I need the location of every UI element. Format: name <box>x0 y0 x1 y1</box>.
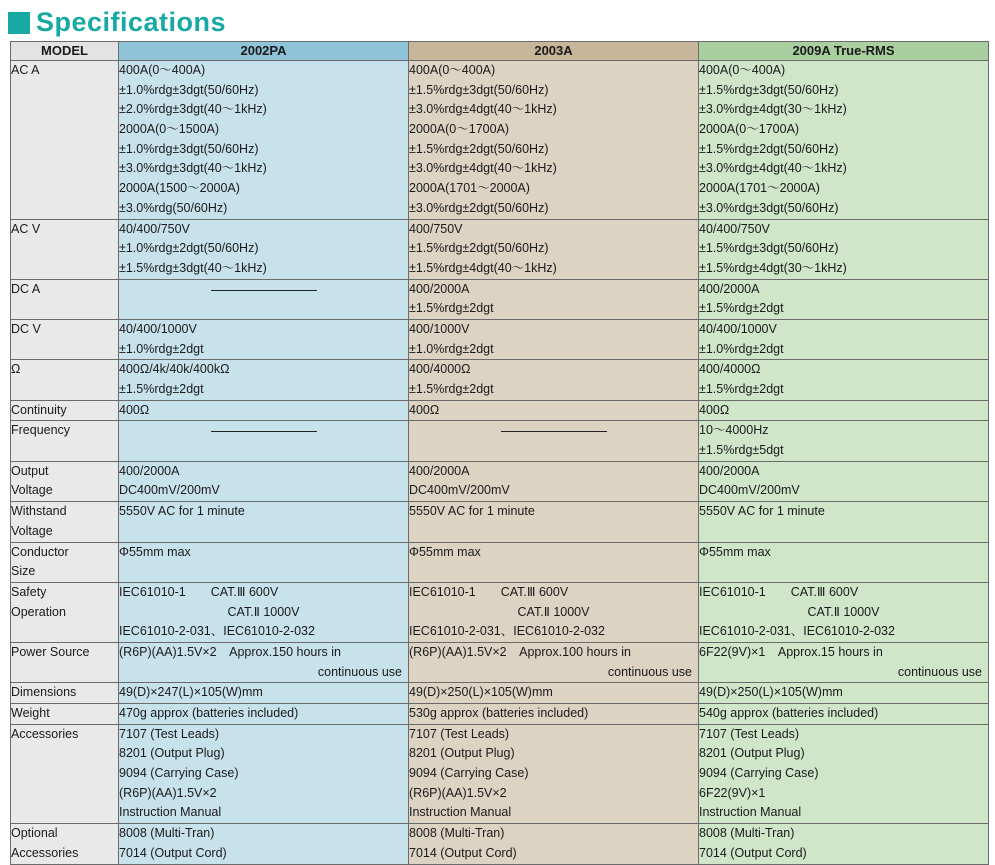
row-label <box>11 319 119 359</box>
cell-2002pa <box>119 642 409 682</box>
cell-2003a <box>409 461 699 501</box>
cell-2003a <box>409 319 699 359</box>
title-square-icon <box>8 12 30 34</box>
header-model: MODEL <box>11 42 119 61</box>
cell-line: 5550V AC for 1 minute <box>699 504 825 519</box>
cell-line: 400/1000V <box>409 321 470 336</box>
row-label <box>11 502 119 542</box>
cell-line: 400/2000A <box>699 463 760 478</box>
table-row <box>11 279 989 319</box>
row-label-line: DC V <box>11 321 41 336</box>
cell-line: 9094 (Carrying Case) <box>119 766 239 781</box>
row-label-line <box>11 179 118 199</box>
cell-line: 470g approx (batteries included) <box>119 706 299 720</box>
row-label <box>11 582 119 642</box>
cell-line: DC400mV/200mV <box>699 483 800 498</box>
header-row <box>11 42 989 61</box>
cell-line: 400A(0～400A) <box>699 63 786 77</box>
cell-line: ±2.0%rdg±3dgt(40～1kHz) <box>119 102 267 117</box>
cell-2003a <box>409 542 699 582</box>
table-row <box>11 360 989 400</box>
cell-line: 400/4000Ω <box>409 362 471 377</box>
row-label <box>11 642 119 682</box>
cell-line: Instruction Manual <box>409 805 512 820</box>
cell-2003a <box>409 502 699 542</box>
row-label-line: Optional <box>11 826 58 841</box>
cell-line: 8201 (Output Plug) <box>699 746 805 761</box>
cell-line: ±1.0%rdg±2dgt(50/60Hz) <box>119 241 259 256</box>
row-label-line: Operation <box>11 604 66 619</box>
row-label-line <box>11 81 118 101</box>
cell-line: 49(D)×250(L)×105(W)mm <box>409 685 553 700</box>
cell-2003a <box>409 683 699 704</box>
cell-2009a <box>699 319 989 359</box>
cell-2003a <box>409 824 699 864</box>
cell-2009a <box>699 502 989 542</box>
cell-2009a <box>699 704 989 725</box>
cell-2003a <box>409 421 699 461</box>
row-label-line <box>11 120 118 140</box>
cell-line <box>699 522 988 542</box>
cell-line: ±1.5%rdg±2dgt <box>409 301 494 316</box>
page-header <box>8 4 226 40</box>
cell-2002pa <box>119 704 409 725</box>
cell-2002pa <box>119 279 409 319</box>
cell-2002pa <box>119 360 409 400</box>
cell-line: 7014 (Output Cord) <box>699 845 807 860</box>
cell-line: 400/2000A <box>699 281 760 296</box>
cell-line: 2000A(0～1500A) <box>119 122 220 137</box>
spec-table <box>10 41 989 865</box>
row-label-line: Accessories <box>11 845 79 860</box>
row-label-line <box>11 159 118 179</box>
row-label-line <box>11 622 118 642</box>
table-row <box>11 319 989 359</box>
cell-2003a <box>409 61 699 220</box>
row-label <box>11 421 119 461</box>
table-row <box>11 502 989 542</box>
cell-line: 49(D)×247(L)×105(W)mm <box>119 685 263 700</box>
cell-2003a <box>409 704 699 725</box>
table-row <box>11 642 989 682</box>
row-label <box>11 704 119 725</box>
row-label-line: Continuity <box>11 402 67 417</box>
cell-line: continuous use <box>897 664 982 679</box>
cell-line: DC400mV/200mV <box>409 483 510 498</box>
cell-line: 7107 (Test Leads) <box>409 726 510 741</box>
header-2002pa: 2002PA <box>119 42 409 61</box>
header-2003a: 2003A <box>409 42 699 61</box>
cell-line: 10～4000Hz <box>699 423 769 438</box>
not-applicable-dash <box>119 421 408 441</box>
cell-line: ±1.5%rdg±2dgt <box>699 382 784 396</box>
row-label-line <box>11 784 118 804</box>
cell-line: IEC61010-1 CAT.Ⅲ 600V <box>699 584 859 599</box>
cell-line: ±3.0%rdg±4dgt(30～1kHz) <box>699 102 847 117</box>
cell-2003a <box>409 724 699 823</box>
cell-2002pa <box>119 542 409 582</box>
cell-2003a <box>409 400 699 421</box>
cell-line: 40/400/750V <box>119 221 190 236</box>
row-label <box>11 279 119 319</box>
cell-line: 400Ω/4k/40k/400kΩ <box>119 362 230 377</box>
cell-2009a <box>699 279 989 319</box>
cell-2002pa <box>119 400 409 421</box>
row-label-line <box>11 199 118 219</box>
cell-line: 8201 (Output Plug) <box>409 746 515 761</box>
table-row <box>11 683 989 704</box>
row-label-line <box>11 744 118 764</box>
row-label-line: AC V <box>11 221 41 236</box>
dash-line <box>211 290 317 291</box>
cell-2009a <box>699 724 989 823</box>
cell-2003a <box>409 642 699 682</box>
row-label-line: Conductor <box>11 544 69 559</box>
cell-line: 400A(0～400A) <box>119 63 206 77</box>
cell-2002pa <box>119 582 409 642</box>
table-row <box>11 61 989 220</box>
cell-line: (R6P)(AA)1.5V×2 <box>409 785 507 800</box>
cell-2003a <box>409 360 699 400</box>
cell-line: continuous use <box>607 664 692 679</box>
cell-line <box>699 562 988 582</box>
cell-line: Φ55mm max <box>409 544 481 559</box>
cell-2009a <box>699 642 989 682</box>
cell-line: 7107 (Test Leads) <box>119 726 220 741</box>
dash-line <box>211 431 317 432</box>
cell-line: 400Ω <box>699 402 730 417</box>
cell-line: 400/2000A <box>409 463 470 478</box>
cell-2003a <box>409 279 699 319</box>
cell-line: 49(D)×250(L)×105(W)mm <box>699 685 843 700</box>
row-label-line: Size <box>11 564 36 579</box>
row-label-line: Frequency <box>11 423 71 438</box>
cell-line: 2000A(0～1700A) <box>409 122 510 137</box>
cell-2009a <box>699 400 989 421</box>
cell-2002pa <box>119 683 409 704</box>
cell-line: ±3.0%rdg±2dgt(50/60Hz) <box>409 200 549 215</box>
cell-line: 2000A(1701～2000A) <box>699 181 820 196</box>
cell-line <box>119 441 408 461</box>
cell-line: ±3.0%rdg±3dgt(40～1kHz) <box>119 161 267 176</box>
cell-2009a <box>699 683 989 704</box>
cell-line: ±1.0%rdg±3dgt(50/60Hz) <box>119 141 259 156</box>
cell-2009a <box>699 542 989 582</box>
cell-line: CAT.Ⅱ 1000V <box>807 604 880 619</box>
cell-line: ±1.5%rdg±2dgt <box>409 382 494 396</box>
table-row <box>11 461 989 501</box>
cell-line: 400/2000A <box>409 281 470 296</box>
cell-line: (R6P)(AA)1.5V×2 Approx.150 hours in <box>119 644 341 659</box>
cell-line <box>409 441 698 461</box>
cell-line: (R6P)(AA)1.5V×2 Approx.100 hours in <box>409 644 631 659</box>
cell-line: 8008 (Multi-Tran) <box>119 826 215 841</box>
cell-line: 40/400/750V <box>699 221 770 236</box>
cell-2009a <box>699 421 989 461</box>
table-row <box>11 421 989 461</box>
cell-line: ±3.0%rdg±4dgt(40～1kHz) <box>409 102 557 117</box>
row-label <box>11 542 119 582</box>
table-row <box>11 724 989 823</box>
cell-2002pa <box>119 461 409 501</box>
cell-line: 540g approx (batteries included) <box>699 706 879 720</box>
cell-line: ±1.5%rdg±4dgt(30～1kHz) <box>699 260 847 275</box>
table-row <box>11 219 989 279</box>
row-label-line <box>11 340 118 360</box>
cell-line: ±1.5%rdg±2dgt(50/60Hz) <box>409 241 549 256</box>
cell-2009a <box>699 461 989 501</box>
row-label <box>11 461 119 501</box>
cell-line: ±3.0%rdg(50/60Hz) <box>119 200 228 215</box>
cell-line: ±1.5%rdg±3dgt(50/60Hz) <box>699 82 839 97</box>
cell-line: 40/400/1000V <box>699 321 777 336</box>
cell-line: 2000A(0～1700A) <box>699 122 800 137</box>
row-label-line <box>11 803 118 823</box>
cell-2002pa <box>119 421 409 461</box>
cell-line: ±1.0%rdg±2dgt <box>409 341 494 356</box>
cell-2002pa <box>119 824 409 864</box>
cell-line: continuous use <box>317 664 402 679</box>
row-label-line <box>11 299 118 319</box>
cell-line: ±1.5%rdg±5dgt <box>699 443 784 458</box>
cell-2009a <box>699 219 989 279</box>
cell-line: 7014 (Output Cord) <box>119 845 227 860</box>
cell-line: ±1.0%rdg±3dgt(50/60Hz) <box>119 82 259 97</box>
row-label-line: Output <box>11 463 49 478</box>
table-row <box>11 824 989 864</box>
cell-line: ±1.5%rdg±3dgt(40～1kHz) <box>119 260 267 275</box>
cell-line: 400/4000Ω <box>699 362 761 377</box>
cell-line: IEC61010-2-031、IEC61010-2-032 <box>119 624 315 639</box>
cell-line: 8008 (Multi-Tran) <box>699 826 795 841</box>
row-label-line <box>11 140 118 160</box>
cell-2003a <box>409 219 699 279</box>
row-label-line <box>11 259 118 279</box>
not-applicable-dash <box>119 280 408 300</box>
cell-line: 9094 (Carrying Case) <box>409 766 529 781</box>
cell-line: ±1.5%rdg±2dgt(50/60Hz) <box>699 141 839 156</box>
cell-line: 530g approx (batteries included) <box>409 706 589 720</box>
row-label <box>11 360 119 400</box>
cell-line: ±1.5%rdg±2dgt(50/60Hz) <box>409 141 549 156</box>
row-label-line: Accessories <box>11 726 79 741</box>
cell-2009a <box>699 824 989 864</box>
row-label-line <box>11 663 118 683</box>
cell-line: ±1.5%rdg±2dgt <box>119 382 204 396</box>
cell-line: 8201 (Output Plug) <box>119 746 225 761</box>
row-label-line <box>11 239 118 259</box>
row-label-line <box>11 380 118 400</box>
cell-line: 400/2000A <box>119 463 180 478</box>
table-row <box>11 400 989 421</box>
cell-2009a <box>699 61 989 220</box>
cell-line: Φ55mm max <box>699 544 771 559</box>
cell-line <box>119 522 408 542</box>
cell-line: 5550V AC for 1 minute <box>409 504 535 519</box>
cell-line: 2000A(1500～2000A) <box>119 181 240 196</box>
row-label-line: Voltage <box>11 483 53 498</box>
row-label-line: Ω <box>11 362 21 377</box>
cell-2009a <box>699 360 989 400</box>
row-label-line: Safety <box>11 584 47 599</box>
cell-line: 8008 (Multi-Tran) <box>409 826 505 841</box>
cell-2003a <box>409 582 699 642</box>
cell-line: CAT.Ⅱ 1000V <box>517 604 590 619</box>
spec-body <box>11 61 989 865</box>
row-label-line: Power Source <box>11 644 90 659</box>
cell-line: 7107 (Test Leads) <box>699 726 800 741</box>
page-title: Specifications <box>36 6 227 37</box>
cell-line: 40/400/1000V <box>119 321 197 336</box>
row-label-line <box>11 764 118 784</box>
cell-line: 9094 (Carrying Case) <box>699 766 819 781</box>
row-label-line: Withstand <box>11 504 67 519</box>
cell-line <box>119 299 408 319</box>
cell-line: ±3.0%rdg±4dgt(40～1kHz) <box>699 161 847 176</box>
cell-line: 6F22(9V)×1 Approx.15 hours in <box>699 644 883 659</box>
cell-line: DC400mV/200mV <box>119 483 220 498</box>
header-2009a: 2009A True-RMS <box>699 42 989 61</box>
cell-line: Φ55mm max <box>119 544 191 559</box>
cell-line: IEC61010-1 CAT.Ⅲ 600V <box>119 584 279 599</box>
cell-line: 6F22(9V)×1 <box>699 785 766 800</box>
cell-line: ±1.5%rdg±4dgt(40～1kHz) <box>409 260 557 275</box>
cell-line: 400A(0～400A) <box>409 63 496 77</box>
table-row <box>11 542 989 582</box>
row-label <box>11 683 119 704</box>
dash-line <box>501 431 607 432</box>
cell-line: ±3.0%rdg±4dgt(40～1kHz) <box>409 161 557 176</box>
table-row <box>11 582 989 642</box>
cell-line: 400/750V <box>409 221 463 236</box>
cell-2002pa <box>119 219 409 279</box>
cell-2009a <box>699 582 989 642</box>
cell-2002pa <box>119 502 409 542</box>
cell-line: ±3.0%rdg±3dgt(50/60Hz) <box>699 200 839 215</box>
row-label-line: Weight <box>11 706 50 720</box>
cell-line: Instruction Manual <box>119 805 222 820</box>
cell-line: (R6P)(AA)1.5V×2 <box>119 785 217 800</box>
row-label <box>11 400 119 421</box>
row-label <box>11 724 119 823</box>
cell-line: IEC61010-2-031、IEC61010-2-032 <box>409 624 605 639</box>
row-label-line: Voltage <box>11 523 53 538</box>
cell-line: ±1.0%rdg±2dgt <box>699 341 784 356</box>
cell-line: CAT.Ⅱ 1000V <box>227 604 300 619</box>
cell-2002pa <box>119 724 409 823</box>
not-applicable-dash <box>409 421 698 441</box>
cell-line <box>409 522 698 542</box>
row-label-line <box>11 100 118 120</box>
cell-line: Instruction Manual <box>699 805 802 820</box>
cell-line: IEC61010-1 CAT.Ⅲ 600V <box>409 584 569 599</box>
cell-line <box>409 562 698 582</box>
row-label <box>11 219 119 279</box>
cell-2002pa <box>119 319 409 359</box>
row-label-line <box>11 441 118 461</box>
cell-line: 400Ω <box>119 402 150 417</box>
cell-2002pa <box>119 61 409 220</box>
row-label-line: Dimensions <box>11 685 77 700</box>
cell-line: ±1.5%rdg±3dgt(50/60Hz) <box>699 241 839 256</box>
cell-line: 400Ω <box>409 402 440 417</box>
cell-line: 7014 (Output Cord) <box>409 845 517 860</box>
cell-line: ±1.0%rdg±2dgt <box>119 341 204 356</box>
row-label-line: DC A <box>11 281 41 296</box>
row-label <box>11 824 119 864</box>
cell-line <box>119 562 408 582</box>
table-row <box>11 704 989 725</box>
cell-line: ±1.5%rdg±2dgt <box>699 301 784 316</box>
cell-line: 2000A(1701～2000A) <box>409 181 530 196</box>
cell-line: IEC61010-2-031、IEC61010-2-032 <box>699 624 895 639</box>
row-label-line: AC A <box>11 63 40 77</box>
cell-line: ±1.5%rdg±3dgt(50/60Hz) <box>409 82 549 97</box>
row-label <box>11 61 119 220</box>
cell-line: 5550V AC for 1 minute <box>119 504 245 519</box>
